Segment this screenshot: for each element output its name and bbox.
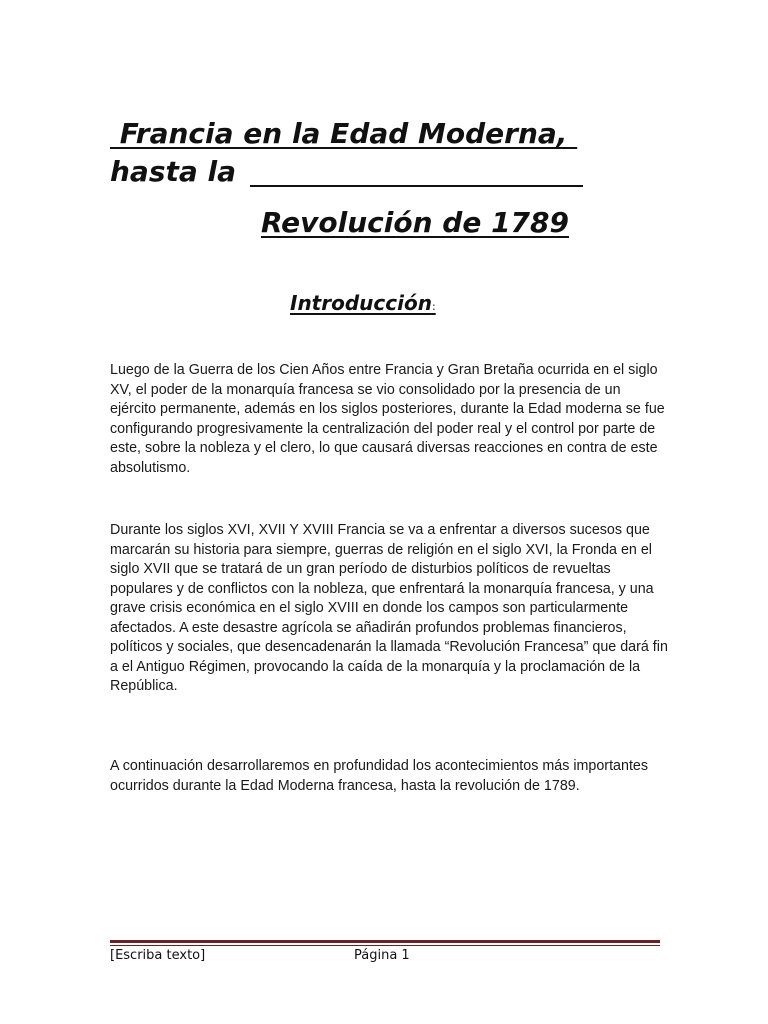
footer-placeholder-text[interactable]: [Escriba texto] (110, 948, 206, 963)
paragraph-2: Durante los siglos XVI, XVII Y XVIII Francia se va a enfrentar a diversos sucesos que marcarán su historia para siempre, guerras de religión en el siglo XVI, la Fronda en el siglo XVII que se tratará de un gran período de disturbios políticos de revueltas populares y de conflictos con la nobleza, que enfrentará la monarquía francesa, y una grave crisis económica en el siglo XVIII en donde los campos son particularmente afectados. A este desastre agrícola se añadirán profundos problemas financieros, políticos y sociales, que desencadenarán la llamada “Revolución Francesa” que dará fin a el Antiguo Régimen, provocando la caída de la monarquía y la proclamación de la República. (110, 522, 668, 694)
footer-rule-thick (110, 940, 660, 943)
title-line-2: hasta la (110, 155, 246, 188)
paragraph-3: A continuación desarrollaremos en profundidad los acontecimientos más importantes ocurridos durante la Edad Moderna francesa, hasta la revolución de 1789. (110, 758, 649, 794)
paragraph-1: Luego de la Guerra de los Cien Años entre Francia y Gran Bretaña ocurrida en el siglo XV, el poder de la monarquía francesa se vio consolidado por la presencia de un ejército permanente, además en los siglos posteriores, durante la Edad moderna se fue configurando progresivamente la centralización del poder real y el control por parte de este, sobre la nobleza y el clero, lo que causará diversas reacciones en contra de este absolutismo. (110, 362, 665, 476)
title-line-3: Revolución de 1789 (261, 206, 569, 239)
footer-rule-thin (110, 945, 660, 946)
page-number: Página 1 (354, 948, 410, 963)
section-heading-text: Introducción (290, 291, 432, 315)
section-heading (290, 291, 436, 319)
section-heading-colon: : (431, 300, 436, 313)
title-line-1: Francia en la Edad Moderna, (110, 117, 578, 150)
title-underline-blank (250, 185, 583, 187)
